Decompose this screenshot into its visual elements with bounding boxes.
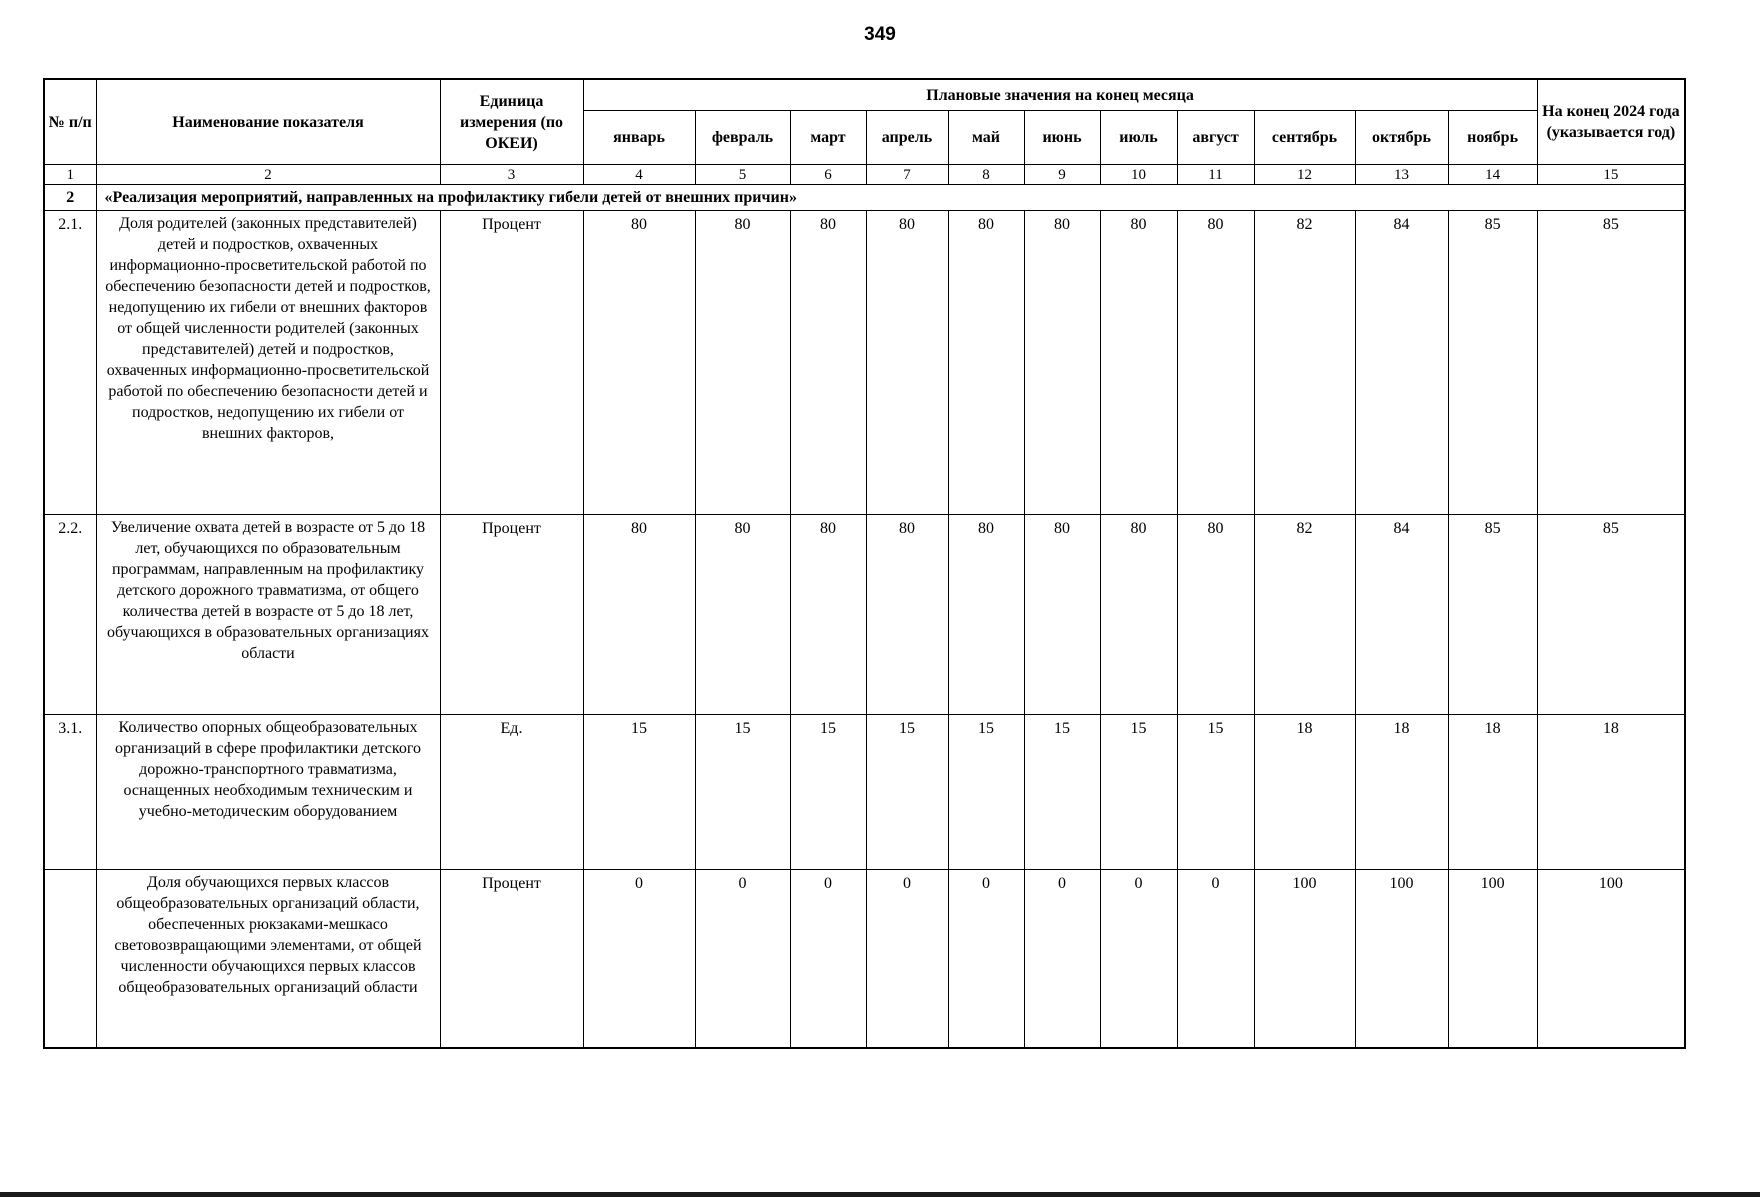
section-row <box>44 185 1685 211</box>
column-number: 9 <box>1024 165 1100 185</box>
table-row <box>44 870 1685 1049</box>
month-value: 0 <box>948 870 1024 1049</box>
month-value: 0 <box>583 870 695 1049</box>
month-value: 80 <box>1100 211 1177 515</box>
column-number: 8 <box>948 165 1024 185</box>
year-end-value: 18 <box>1537 715 1685 870</box>
header-month: сентябрь <box>1254 111 1355 165</box>
column-number: 10 <box>1100 165 1177 185</box>
column-number: 1 <box>44 165 96 185</box>
column-number: 3 <box>440 165 583 185</box>
column-number: 5 <box>695 165 790 185</box>
column-number: 14 <box>1448 165 1537 185</box>
column-number: 11 <box>1177 165 1254 185</box>
column-number: 4 <box>583 165 695 185</box>
header-month: июль <box>1100 111 1177 165</box>
unit-cell: Процент <box>440 515 583 715</box>
column-number: 7 <box>866 165 948 185</box>
year-end-value: 100 <box>1537 870 1685 1049</box>
month-value: 80 <box>1177 211 1254 515</box>
header-planned: Плановые значения на конец месяца <box>583 79 1537 111</box>
month-value: 0 <box>695 870 790 1049</box>
header-unit: Единица измерения (по ОКЕИ) <box>440 79 583 165</box>
header-month: август <box>1177 111 1254 165</box>
header-name: Наименование показателя <box>96 79 440 165</box>
month-value: 80 <box>583 515 695 715</box>
header-year-end: На конец 2024 года (указывается год) <box>1537 79 1685 165</box>
header-month: март <box>790 111 866 165</box>
month-value: 15 <box>583 715 695 870</box>
month-value: 100 <box>1448 870 1537 1049</box>
indicators-table-container <box>43 78 1684 1049</box>
unit-cell: Процент <box>440 211 583 515</box>
column-number: 15 <box>1537 165 1685 185</box>
month-value: 15 <box>1100 715 1177 870</box>
month-value: 80 <box>695 211 790 515</box>
header-no: № п/п <box>44 79 96 165</box>
page-bottom-rule <box>0 1192 1760 1197</box>
header-month: ноябрь <box>1448 111 1537 165</box>
unit-cell: Ед. <box>440 715 583 870</box>
page-number: 349 <box>864 24 896 45</box>
month-value: 18 <box>1448 715 1537 870</box>
month-value: 100 <box>1254 870 1355 1049</box>
month-value: 80 <box>790 211 866 515</box>
month-value: 0 <box>1177 870 1254 1049</box>
row-number: 3.1. <box>44 715 96 870</box>
header-month: февраль <box>695 111 790 165</box>
row-number: 2.1. <box>44 211 96 515</box>
row-number <box>44 870 96 1049</box>
year-end-value: 85 <box>1537 515 1685 715</box>
year-end-value: 85 <box>1537 211 1685 515</box>
month-value: 80 <box>695 515 790 715</box>
month-value: 18 <box>1355 715 1448 870</box>
header-month: июнь <box>1024 111 1100 165</box>
month-value: 0 <box>1100 870 1177 1049</box>
month-value: 15 <box>866 715 948 870</box>
month-value: 80 <box>790 515 866 715</box>
month-value: 15 <box>695 715 790 870</box>
month-value: 0 <box>866 870 948 1049</box>
month-value: 80 <box>948 211 1024 515</box>
month-value: 85 <box>1448 211 1537 515</box>
header-month: апрель <box>866 111 948 165</box>
month-value: 80 <box>1024 515 1100 715</box>
month-value: 80 <box>1024 211 1100 515</box>
month-value: 100 <box>1355 870 1448 1049</box>
month-value: 80 <box>866 211 948 515</box>
unit-cell: Процент <box>440 870 583 1049</box>
month-value: 15 <box>948 715 1024 870</box>
section-title: «Реализация мероприятий, направленных на профилактику гибели детей от внешних причин» <box>96 185 1685 211</box>
month-value: 15 <box>1177 715 1254 870</box>
month-value: 84 <box>1355 211 1448 515</box>
indicator-name: Количество опорных общеобразовательных организаций в сфере профилактики детского дорожно-транспортного травматизма, оснащенных необходимым техническим и учебно-методическим оборудованием <box>96 715 440 870</box>
column-number: 6 <box>790 165 866 185</box>
column-number: 2 <box>96 165 440 185</box>
row-number: 2.2. <box>44 515 96 715</box>
table-row <box>44 715 1685 870</box>
month-value: 85 <box>1448 515 1537 715</box>
month-value: 80 <box>583 211 695 515</box>
column-numbers-row <box>44 165 1685 185</box>
month-value: 84 <box>1355 515 1448 715</box>
month-value: 82 <box>1254 211 1355 515</box>
month-value: 80 <box>948 515 1024 715</box>
month-value: 18 <box>1254 715 1355 870</box>
indicator-name: Доля обучающихся первых классов общеобразовательных организаций области, обеспеченных рюкзаками-мешкасо световозвращающими элементами, от общей численности обучающихся первых классов общеобразовательных организаций области <box>96 870 440 1049</box>
month-value: 0 <box>1024 870 1100 1049</box>
month-value: 15 <box>1024 715 1100 870</box>
month-value: 0 <box>790 870 866 1049</box>
month-value: 80 <box>866 515 948 715</box>
table-row <box>44 211 1685 515</box>
table-row <box>44 515 1685 715</box>
header-row-top <box>44 79 1685 111</box>
month-value: 80 <box>1100 515 1177 715</box>
header-month: октябрь <box>1355 111 1448 165</box>
indicator-name: Увеличение охвата детей в возрасте от 5 до 18 лет, обучающихся по образовательным программам, направленным на профилактику детского дорожного травматизма, от общего количества детей в возрасте от 5 до 18 лет, обучающихся в образовательных организациях области <box>96 515 440 715</box>
indicator-name: Доля родителей (законных представителей) детей и подростков, охваченных информационно-просветительской работой по обеспечению безопасности детей и подростков, недопущению их гибели от внешних факторов от общей численности родителей (законных представителей) детей и подростков, охваченных информационно-просветительской работой по обеспечению безопасности детей и подростков, недопущению их гибели от внешних факторов, <box>96 211 440 515</box>
month-value: 80 <box>1177 515 1254 715</box>
month-value: 82 <box>1254 515 1355 715</box>
section-no: 2 <box>44 185 96 211</box>
column-number: 13 <box>1355 165 1448 185</box>
month-value: 15 <box>790 715 866 870</box>
indicators-table <box>43 78 1686 1049</box>
header-month: январь <box>583 111 695 165</box>
column-number: 12 <box>1254 165 1355 185</box>
header-month: май <box>948 111 1024 165</box>
